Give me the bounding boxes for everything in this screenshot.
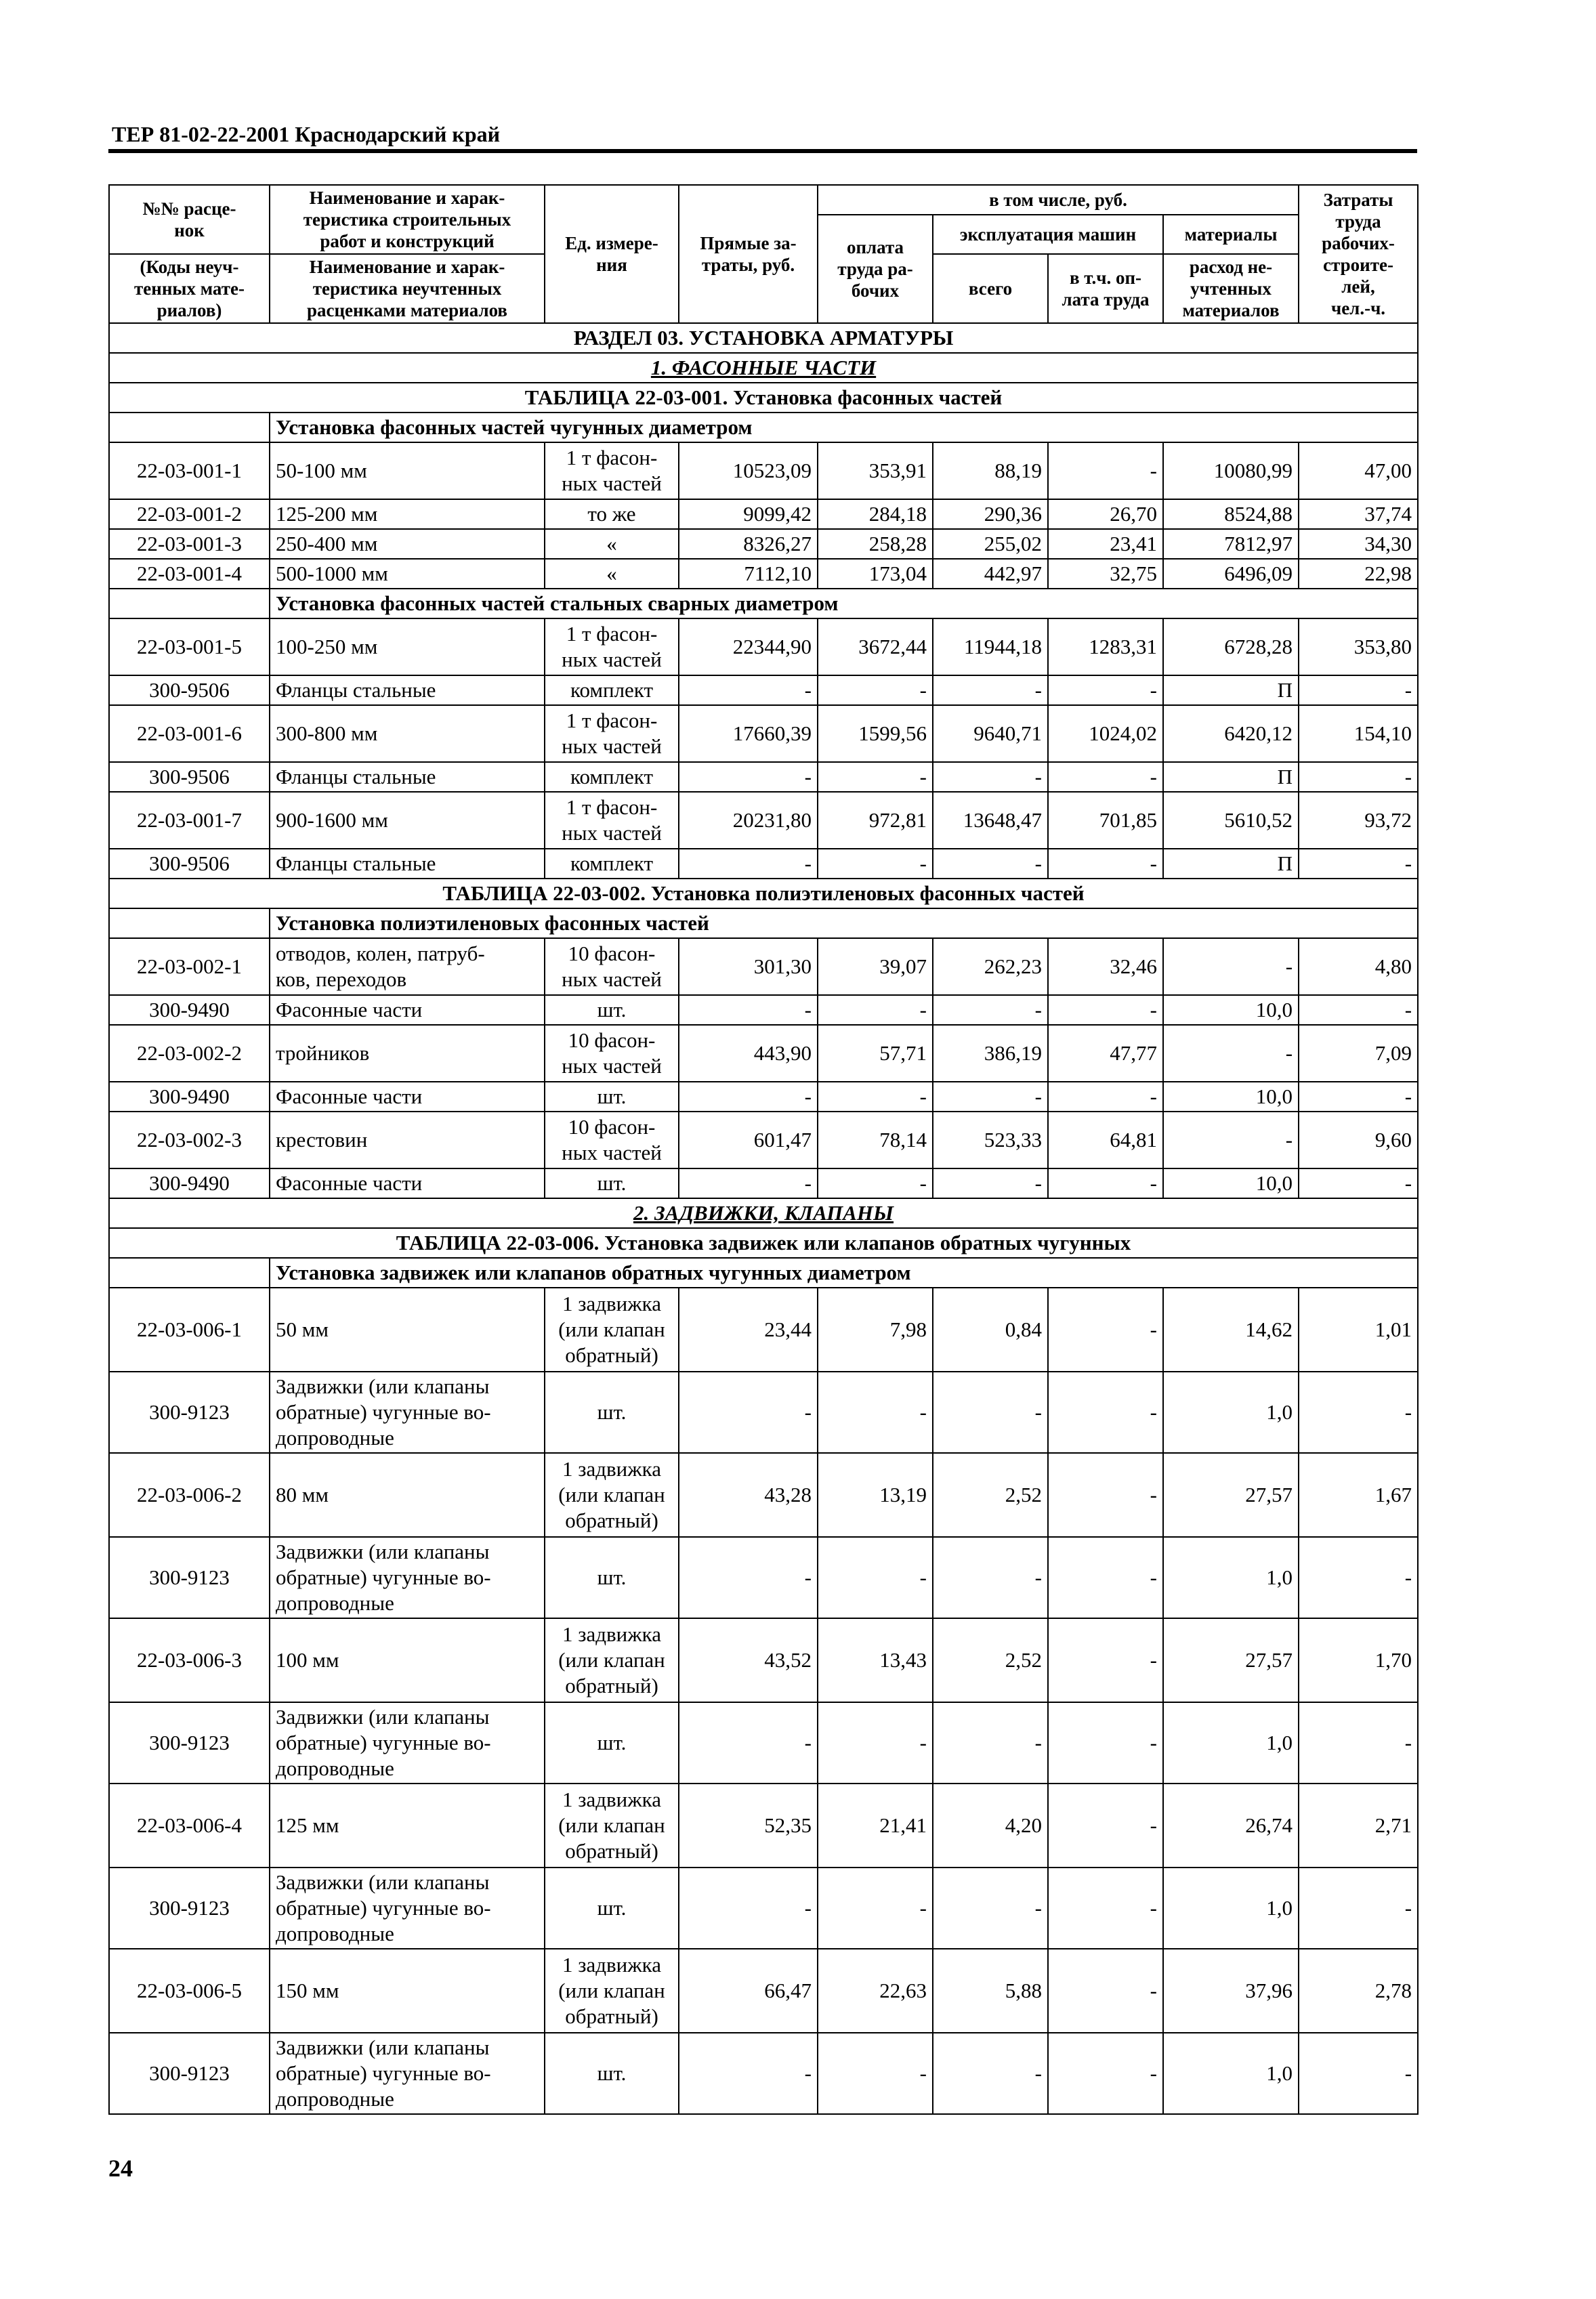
table-title: ТАБЛИЦА 22-03-006. Установка задвижек или клапанов обратных чугунных [109,1228,1418,1258]
materials-cell: 1,0 [1163,1868,1299,1949]
machines-cell: 2,52 [933,1453,1048,1537]
unit-cell: 1 т фасон- ных частей [545,442,679,499]
machines-wage-cell: 32,75 [1048,559,1163,589]
wage-cell: 13,19 [818,1453,933,1537]
wage-cell: 3672,44 [818,618,933,675]
unit-cell: шт. [545,1082,679,1112]
machines-wage-cell: - [1048,1372,1163,1453]
labor-cell: - [1299,1868,1418,1949]
header-name-top: Наименование и харак- теристика строительных работ и конструкций [270,185,545,254]
subsection-title: 2. ЗАДВИЖКИ, КЛАПАНЫ [109,1198,1418,1228]
rate-code: 22-03-001-3 [109,529,270,559]
work-name: 900-1600 мм [270,792,545,849]
rate-code: 300-9490 [109,1082,270,1112]
table-row [109,442,1418,499]
table-row [109,1288,1418,1372]
header-rule [108,149,1417,153]
section-title: РАЗДЕЛ 03. УСТАНОВКА АРМАТУРЫ [109,323,1418,353]
rate-code: 300-9123 [109,1372,270,1453]
work-name: Задвижки (или клапаны обратные) чугунные во- допроводные [270,1868,545,1949]
table-row [109,1702,1418,1784]
materials-cell: - [1163,938,1299,995]
work-name: Задвижки (или клапаны обратные) чугунные во- допроводные [270,1537,545,1618]
unit-cell: шт. [545,1537,679,1618]
materials-cell: 27,57 [1163,1618,1299,1702]
direct-costs-cell: - [679,995,818,1025]
machines-wage-cell: - [1048,1288,1163,1372]
labor-cell: 1,01 [1299,1288,1418,1372]
labor-cell: 2,71 [1299,1784,1418,1868]
labor-cell: 93,72 [1299,792,1418,849]
materials-cell: - [1163,1112,1299,1168]
wage-cell: 21,41 [818,1784,933,1868]
materials-cell: 8524,88 [1163,499,1299,529]
rate-code: 22-03-001-4 [109,559,270,589]
rate-code: 22-03-006-4 [109,1784,270,1868]
header-materials: материалы [1163,215,1299,254]
work-name: 50-100 мм [270,442,545,499]
labor-cell: - [1299,1082,1418,1112]
wage-cell: 972,81 [818,792,933,849]
rate-code: 22-03-001-6 [109,705,270,762]
wage-cell: - [818,675,933,705]
rates-table [108,184,1419,2115]
direct-costs-cell: 443,90 [679,1025,818,1082]
materials-cell: 6728,28 [1163,618,1299,675]
table-row [109,1949,1418,2033]
rate-code: 300-9506 [109,849,270,879]
unit-cell: 1 т фасон- ных частей [545,705,679,762]
machines-wage-cell: - [1048,1702,1163,1784]
materials-cell: 14,62 [1163,1288,1299,1372]
header-unit: Ед. измере- ния [545,185,679,323]
work-name: Задвижки (или клапаны обратные) чугунные во- допроводные [270,2033,545,2114]
machines-cell: 523,33 [933,1112,1048,1168]
machines-wage-cell: - [1048,849,1163,879]
table-title: ТАБЛИЦА 22-03-001. Установка фасонных частей [109,383,1418,413]
machines-wage-cell: - [1048,1868,1163,1949]
machines-cell: - [933,1372,1048,1453]
machines-cell: 0,84 [933,1288,1048,1372]
machines-wage-cell: - [1048,675,1163,705]
labor-cell: - [1299,1372,1418,1453]
table-row [109,1025,1418,1082]
table-row [109,1112,1418,1168]
materials-cell: 1,0 [1163,1372,1299,1453]
wage-cell: 173,04 [818,559,933,589]
table-row [109,559,1418,589]
unit-cell: шт. [545,1168,679,1198]
work-name: отводов, колен, патруб- ков, переходов [270,938,545,995]
work-name: 500-1000 мм [270,559,545,589]
wage-cell: - [818,1537,933,1618]
machines-cell: - [933,1702,1048,1784]
materials-cell: 1,0 [1163,1537,1299,1618]
materials-cell: 5610,52 [1163,792,1299,849]
machines-wage-cell: - [1048,1453,1163,1537]
labor-cell: - [1299,849,1418,879]
rate-code: 22-03-002-1 [109,938,270,995]
materials-cell: П [1163,762,1299,792]
rate-code: 300-9123 [109,1537,270,1618]
direct-costs-cell: - [679,849,818,879]
labor-cell: - [1299,995,1418,1025]
rate-code: 300-9490 [109,995,270,1025]
direct-costs-cell: - [679,2033,818,2114]
unit-cell: комплект [545,675,679,705]
rate-code: 300-9490 [109,1168,270,1198]
direct-costs-cell: 601,47 [679,1112,818,1168]
machines-cell: - [933,762,1048,792]
table-row [109,1168,1418,1198]
direct-costs-cell: - [679,1868,818,1949]
work-name: Фасонные части [270,1168,545,1198]
work-name: 300-800 мм [270,705,545,762]
table-row [109,499,1418,529]
wage-cell: - [818,1168,933,1198]
unit-cell: комплект [545,849,679,879]
table-row [109,1082,1418,1112]
direct-costs-cell: - [679,1537,818,1618]
table-title: ТАБЛИЦА 22-03-002. Установка полиэтиленовых фасонных частей [109,879,1418,908]
direct-costs-cell: - [679,1702,818,1784]
unit-cell: 1 т фасон- ных частей [545,792,679,849]
wage-cell: 284,18 [818,499,933,529]
work-name: 80 мм [270,1453,545,1537]
table-row [109,1618,1418,1702]
work-name: 125 мм [270,1784,545,1868]
rate-code: 22-03-002-2 [109,1025,270,1082]
direct-costs-cell: - [679,1168,818,1198]
materials-cell: 10080,99 [1163,442,1299,499]
wage-cell: - [818,2033,933,2114]
materials-cell: 26,74 [1163,1784,1299,1868]
unit-cell: 1 т фасон- ных частей [545,618,679,675]
table-row [109,792,1418,849]
table-row [109,1372,1418,1453]
unit-cell: шт. [545,2033,679,2114]
direct-costs-cell: 8326,27 [679,529,818,559]
table-row [109,938,1418,995]
rate-code: 300-9123 [109,1868,270,1949]
header-machines-total: всего [933,254,1048,323]
direct-costs-cell: 23,44 [679,1288,818,1372]
work-name: Задвижки (или клапаны обратные) чугунные во- допроводные [270,1702,545,1784]
machines-wage-cell: 26,70 [1048,499,1163,529]
wage-cell: 353,91 [818,442,933,499]
unit-cell: 10 фасон- ных частей [545,938,679,995]
rate-code: 300-9123 [109,2033,270,2114]
labor-cell: 2,78 [1299,1949,1418,2033]
wage-cell: - [818,762,933,792]
machines-wage-cell: 701,85 [1048,792,1163,849]
machines-cell: 88,19 [933,442,1048,499]
unit-cell: шт. [545,995,679,1025]
materials-cell: 10,0 [1163,1168,1299,1198]
wage-cell: 258,28 [818,529,933,559]
unit-cell: шт. [545,1372,679,1453]
machines-wage-cell: - [1048,1168,1163,1198]
machines-cell: 4,20 [933,1784,1048,1868]
group-title: Установка полиэтиленовых фасонных частей [270,908,1418,938]
unit-cell: « [545,559,679,589]
wage-cell: 7,98 [818,1288,933,1372]
machines-wage-cell: - [1048,1784,1163,1868]
machines-wage-cell: - [1048,442,1163,499]
table-row [109,675,1418,705]
work-name: Фланцы стальные [270,762,545,792]
header-labor: Затраты труда рабочих- строите- лей, чел.-ч. [1299,185,1418,323]
machines-cell: - [933,1537,1048,1618]
work-name: крестовин [270,1112,545,1168]
direct-costs-cell: 10523,09 [679,442,818,499]
rate-code: 22-03-001-5 [109,618,270,675]
rate-code: 300-9123 [109,1702,270,1784]
labor-cell: 1,67 [1299,1453,1418,1537]
work-name: 100 мм [270,1618,545,1702]
work-name: 50 мм [270,1288,545,1372]
table-row [109,849,1418,879]
machines-wage-cell: - [1048,2033,1163,2114]
wage-cell: - [818,849,933,879]
work-name: Фасонные части [270,1082,545,1112]
table-row [109,1868,1418,1949]
wage-cell: - [818,1082,933,1112]
machines-wage-cell: 32,46 [1048,938,1163,995]
direct-costs-cell: - [679,1372,818,1453]
machines-cell: - [933,995,1048,1025]
table-row [109,1453,1418,1537]
materials-cell: 6496,09 [1163,559,1299,589]
labor-cell: - [1299,2033,1418,2114]
machines-cell: - [933,1868,1048,1949]
labor-cell: 22,98 [1299,559,1418,589]
rate-code: 300-9506 [109,675,270,705]
header-wage: оплата труда ра- бочих [818,215,933,323]
unit-cell: 1 задвижка (или клапан обратный) [545,1288,679,1372]
machines-cell: - [933,1168,1048,1198]
direct-costs-cell: 22344,90 [679,618,818,675]
unit-cell: 1 задвижка (или клапан обратный) [545,1949,679,2033]
machines-cell: 262,23 [933,938,1048,995]
machines-cell: 9640,71 [933,705,1048,762]
machines-wage-cell: 1024,02 [1048,705,1163,762]
work-name: 250-400 мм [270,529,545,559]
direct-costs-cell: - [679,675,818,705]
table-row [109,762,1418,792]
direct-costs-cell: 52,35 [679,1784,818,1868]
direct-costs-cell: - [679,762,818,792]
machines-cell: - [933,849,1048,879]
direct-costs-cell: 43,52 [679,1618,818,1702]
header-direct-costs: Прямые за- траты, руб. [679,185,818,323]
unit-cell: 10 фасон- ных частей [545,1025,679,1082]
wage-cell: 78,14 [818,1112,933,1168]
labor-cell: 9,60 [1299,1112,1418,1168]
wage-cell: 1599,56 [818,705,933,762]
header-machines-wage: в т.ч. оп- лата труда [1048,254,1163,323]
rate-code: 22-03-006-3 [109,1618,270,1702]
labor-cell: 1,70 [1299,1618,1418,1702]
direct-costs-cell: 43,28 [679,1453,818,1537]
direct-costs-cell: 20231,80 [679,792,818,849]
machines-cell: - [933,675,1048,705]
unit-cell: 10 фасон- ных частей [545,1112,679,1168]
machines-wage-cell: 1283,31 [1048,618,1163,675]
machines-cell: - [933,2033,1048,2114]
subsection-title: 1. ФАСОННЫЕ ЧАСТИ [109,353,1418,383]
unit-cell: « [545,529,679,559]
work-name: 150 мм [270,1949,545,2033]
materials-cell: 10,0 [1163,1082,1299,1112]
direct-costs-cell: 17660,39 [679,705,818,762]
machines-wage-cell: - [1048,1618,1163,1702]
materials-cell: 1,0 [1163,1702,1299,1784]
machines-wage-cell: 64,81 [1048,1112,1163,1168]
wage-cell: - [818,1868,933,1949]
machines-cell: 11944,18 [933,618,1048,675]
wage-cell: 57,71 [818,1025,933,1082]
direct-costs-cell: 7112,10 [679,559,818,589]
wage-cell: - [818,995,933,1025]
unit-cell: 1 задвижка (или клапан обратный) [545,1784,679,1868]
header-machines: эксплуатация машин [933,215,1163,254]
materials-cell: 27,57 [1163,1453,1299,1537]
machines-wage-cell: - [1048,1949,1163,2033]
machines-cell: 386,19 [933,1025,1048,1082]
header-name-bottom: Наименование и харак- теристика неучтенных расценками материалов [270,254,545,323]
work-name: 100-250 мм [270,618,545,675]
rate-code: 22-03-006-5 [109,1949,270,2033]
direct-costs-cell: 301,30 [679,938,818,995]
unit-cell: 1 задвижка (или клапан обратный) [545,1453,679,1537]
labor-cell: 353,80 [1299,618,1418,675]
machines-wage-cell: - [1048,1082,1163,1112]
document-header: ТЕР 81-02-22-2001 Краснодарский край [112,122,501,146]
unit-cell: 1 задвижка (или клапан обратный) [545,1618,679,1702]
machines-cell: 2,52 [933,1618,1048,1702]
labor-cell: - [1299,1702,1418,1784]
rate-code: 22-03-001-7 [109,792,270,849]
materials-cell: 37,96 [1163,1949,1299,2033]
wage-cell: 39,07 [818,938,933,995]
work-name: Фланцы стальные [270,849,545,879]
machines-cell: 5,88 [933,1949,1048,2033]
group-title: Установка фасонных частей чугунных диаметром [270,413,1418,442]
labor-cell: 154,10 [1299,705,1418,762]
machines-wage-cell: 47,77 [1048,1025,1163,1082]
table-row [109,995,1418,1025]
rate-code: 22-03-001-2 [109,499,270,529]
table-row [109,618,1418,675]
header-unaccounted-materials: расход не- учтенных материалов [1163,254,1299,323]
machines-wage-cell: - [1048,995,1163,1025]
materials-cell: 7812,97 [1163,529,1299,559]
unit-cell: шт. [545,1702,679,1784]
wage-cell: - [818,1372,933,1453]
work-name: 125-200 мм [270,499,545,529]
header-code-bottom: (Коды неуч- тенных мате- риалов) [109,254,270,323]
labor-cell: 37,74 [1299,499,1418,529]
work-name: Фасонные части [270,995,545,1025]
machines-cell: 442,97 [933,559,1048,589]
materials-cell: П [1163,849,1299,879]
table-row [109,705,1418,762]
header-including: в том числе, руб. [818,185,1299,215]
direct-costs-cell: - [679,1082,818,1112]
machines-wage-cell: - [1048,1537,1163,1618]
wage-cell: - [818,1702,933,1784]
machines-cell: 255,02 [933,529,1048,559]
labor-cell: 34,30 [1299,529,1418,559]
rate-code: 22-03-001-1 [109,442,270,499]
labor-cell: 47,00 [1299,442,1418,499]
table-row [109,2033,1418,2114]
work-name: тройников [270,1025,545,1082]
wage-cell: 22,63 [818,1949,933,2033]
table-row [109,1537,1418,1618]
machines-cell: 13648,47 [933,792,1048,849]
rate-code: 22-03-002-3 [109,1112,270,1168]
rate-code: 22-03-006-2 [109,1453,270,1537]
wage-cell: 13,43 [818,1618,933,1702]
materials-cell: - [1163,1025,1299,1082]
table-row [109,1784,1418,1868]
labor-cell: - [1299,1168,1418,1198]
labor-cell: - [1299,1537,1418,1618]
group-title: Установка задвижек или клапанов обратных чугунных диаметром [270,1258,1418,1288]
materials-cell: 1,0 [1163,2033,1299,2114]
table-body [109,323,1418,2114]
table-row [109,529,1418,559]
unit-cell: комплект [545,762,679,792]
work-name: Фланцы стальные [270,675,545,705]
machines-wage-cell: - [1048,762,1163,792]
labor-cell: - [1299,762,1418,792]
unit-cell: то же [545,499,679,529]
header-code-top: №№ расце- нок [109,185,270,254]
materials-cell: 10,0 [1163,995,1299,1025]
labor-cell: 4,80 [1299,938,1418,995]
machines-cell: 290,36 [933,499,1048,529]
group-title: Установка фасонных частей стальных сварных диаметром [270,589,1418,618]
unit-cell: шт. [545,1868,679,1949]
direct-costs-cell: 9099,42 [679,499,818,529]
labor-cell: - [1299,675,1418,705]
rate-code: 22-03-006-1 [109,1288,270,1372]
rate-code: 300-9506 [109,762,270,792]
page-number: 24 [108,2155,133,2182]
direct-costs-cell: 66,47 [679,1949,818,2033]
table-header [109,185,1418,323]
materials-cell: П [1163,675,1299,705]
labor-cell: 7,09 [1299,1025,1418,1082]
machines-cell: - [933,1082,1048,1112]
machines-wage-cell: 23,41 [1048,529,1163,559]
materials-cell: 6420,12 [1163,705,1299,762]
work-name: Задвижки (или клапаны обратные) чугунные во- допроводные [270,1372,545,1453]
